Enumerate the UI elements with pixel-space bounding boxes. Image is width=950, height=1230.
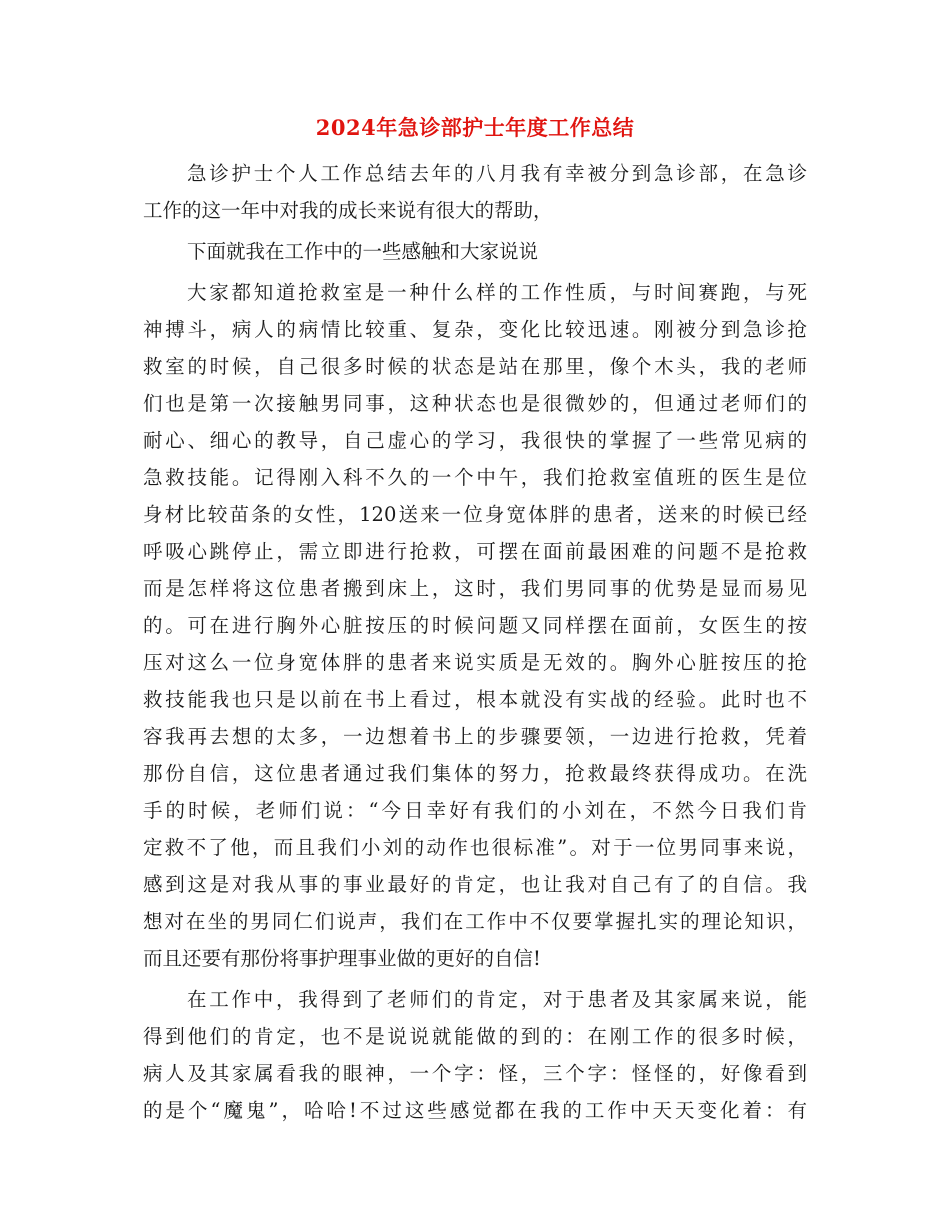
text-line: 手的时候，老师们说：“今日幸好有我们的小刘在，不然今日我们肯: [143, 799, 807, 822]
text-line: 的是个“魔鬼”，哈哈!不过这些感觉都在我的工作中天天变化着：有: [143, 1099, 807, 1122]
text-line: 救技能我也只是以前在书上看过，根本就没有实战的经验。此时也不: [143, 688, 807, 711]
text-line: 救室的时候，自己很多时候的状态是站在那里，像个木头，我的老师: [143, 355, 807, 378]
text-line: 大家都知道抢救室是一种什么样的工作性质，与时间赛跑，与死: [187, 281, 807, 304]
text-line: 急救技能。记得刚入科不久的一个中午，我们抢救室值班的医生是位: [143, 466, 807, 489]
text-line: 病人及其家属看我的眼神，一个字：怪，三个字：怪怪的，好像看到: [143, 1062, 807, 1085]
text-line: 在工作中，我得到了老师们的肯定，对于患者及其家属来说，能: [187, 988, 807, 1011]
text-line: 想对在坐的男同仁们说声，我们在工作中不仅要掌握扎实的理论知识，: [143, 910, 807, 933]
paragraph-4: [143, 981, 807, 1129]
text-line: 而是怎样将这位患者搬到床上，这时，我们男同事的优势是显而易见: [143, 577, 807, 600]
text-line: 下面就我在工作中的一些感触和大家说说: [187, 240, 539, 263]
text-line: 而且还要有那份将事护理事业做的更好的自信!: [143, 947, 541, 970]
text-line: 工作的这一年中对我的成长来说有很大的帮助，: [143, 199, 553, 222]
text-line: 神搏斗，病人的病情比较重、复杂，变化比较迅速。刚被分到急诊抢: [143, 318, 807, 341]
text-line: 身材比较苗条的女性，120送来一位身宽体胖的患者，送来的时候已经: [143, 503, 807, 526]
text-line: 容我再去想的太多，一边想着书上的步骤要领，一边进行抢救，凭着: [143, 725, 807, 748]
text-line: 那份自信，这位患者通过我们集体的努力，抢救最终获得成功。在洗: [143, 762, 807, 785]
text-line: 的。可在进行胸外心脏按压的时候问题又同样摆在面前，女医生的按: [143, 614, 807, 637]
document-body: [143, 155, 807, 1129]
text-line: 得到他们的肯定，也不是说说就能做的到的：在刚工作的很多时候，: [143, 1025, 807, 1048]
text-line: 耐心、细心的教导，自己虚心的学习，我很快的掌握了一些常见病的: [143, 429, 807, 452]
text-line: 定救不了他，而且我们小刘的动作也很标准”。对于一位男同事来说，: [143, 836, 807, 859]
text-line: 感到这是对我从事的事业最好的肯定，也让我对自己有了的自信。我: [143, 873, 807, 896]
text-line: 急诊护士个人工作总结去年的八月我有幸被分到急诊部，在急诊: [187, 162, 807, 185]
paragraph-2: [143, 233, 807, 270]
text-line: 们也是第一次接触男同事，这种状态也是很微妙的，但通过老师们的: [143, 392, 807, 415]
document-title: 2024年急诊部护士年度工作总结: [315, 115, 635, 140]
text-line: 压对这么一位身宽体胖的患者来说实质是无效的。胸外心脏按压的抢: [143, 651, 807, 674]
text-line: 呼吸心跳停止，需立即进行抢救，可摆在面前最困难的问题不是抢救: [143, 540, 807, 563]
paragraph-1: [143, 155, 807, 229]
paragraph-3: [143, 274, 807, 977]
